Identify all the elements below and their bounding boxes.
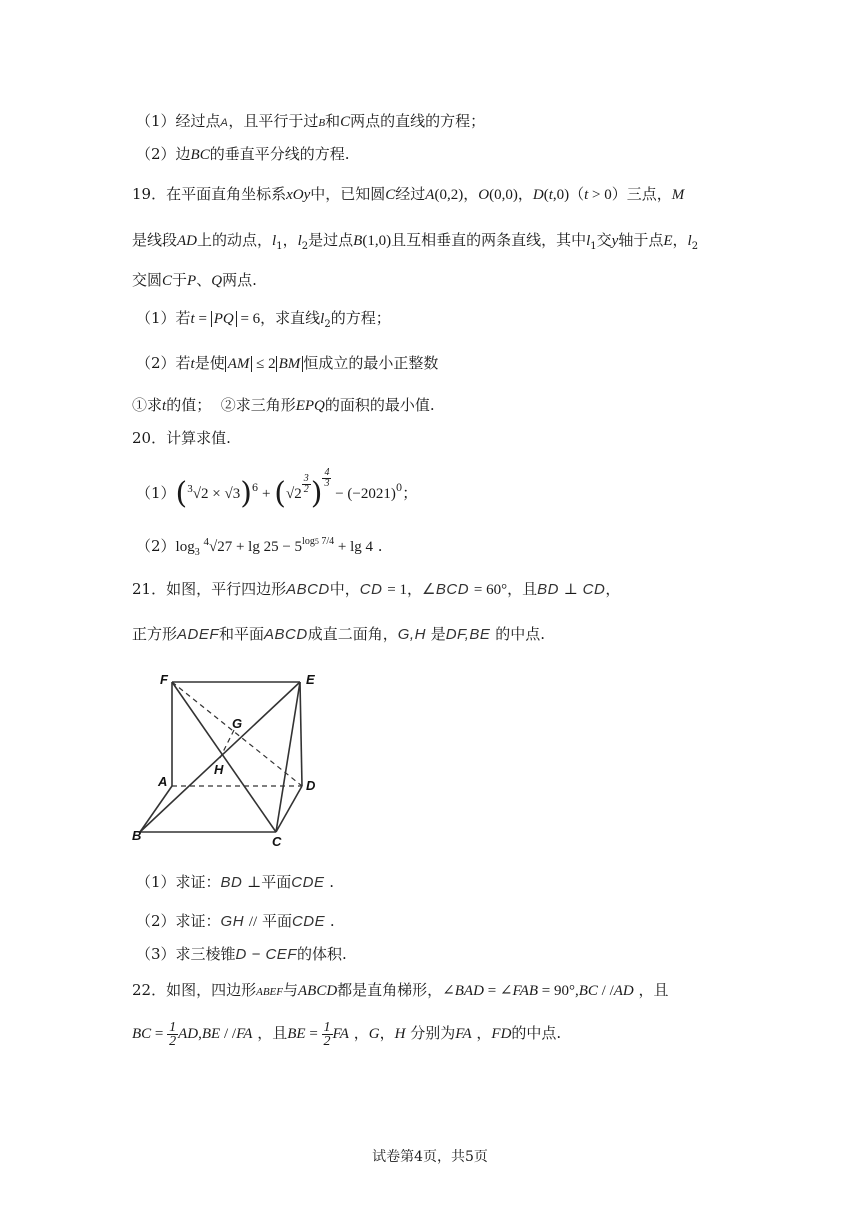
q19-sub2b: ①求t的值； ②求三角形EPQ的面积的最小值. <box>132 396 435 414</box>
q18-sub1: （1）经过点A，且平行于过B和C两点的直线的方程； <box>136 112 486 130</box>
figure-label-b: B <box>132 828 142 843</box>
q21-sub3: （3）求三棱锥D − CEF的体积. <box>136 945 347 963</box>
q22-line1: 22．如图，四边形ABEF与ABCD都是直角梯形，∠BAD = ∠FAB = 90°,BC / /AD ，且 <box>132 981 669 999</box>
figure-label-g: G <box>232 716 243 731</box>
q20-sub2: $(2)\log_3$ $^4√27 + \lg 25 - 5^{log5 7/4} + \lg 4$ . <box>136 536 383 558</box>
q19-sub2: （2）若t是使 AM ≤ 2 BM 恒成立的最小正整数 <box>136 354 439 372</box>
q19-line3: 交圆C于P、Q两点. <box>132 271 257 289</box>
q19-line2: 是线段AD上的动点，$l_1$，$l_2$是过点B(1,0)且互相垂直的两条直线，其中$l_1$交y轴于点E，$l_2$ <box>132 231 699 252</box>
figure-label-f: F <box>160 672 168 687</box>
geometry-figure <box>128 662 328 852</box>
q20-sub1: $(1)(^3√2 \times √3)^6 + (√2$ $\frac{3}{2}$ ) $\frac{4}{3}$ − $(-2021)^0$； <box>136 466 418 511</box>
q21-sub2: （2）求证：GH // 平面CDE . <box>136 912 335 930</box>
q21-sub1: （1）求证：BD ⊥平面CDE . <box>136 873 335 891</box>
figure-label-a: A <box>158 774 168 789</box>
q19-sub1: （1）若t = PQ = 6，求直线$l_2$的方程； <box>136 309 391 330</box>
q22-line2: BC = $\frac{1}{2}$ AD,BE / /FA ，且BE = $\frac{1}{2}$ FA ，G，H 分别为FA ，FD的中点. <box>132 1019 562 1049</box>
q20-stem: 20．计算求值. <box>132 429 231 447</box>
figure-label-d: D <box>306 778 316 793</box>
q19-line1: 19．在平面直角坐标系xOy中，已知圆C经过A(0,2)，O(0,0)，D(t,0)（t > 0）三点，M <box>132 185 685 203</box>
q18-sub2: （2）边BC的垂直平分线的方程. <box>136 145 350 163</box>
figure-label-h: H <box>214 762 224 777</box>
page-footer: 试卷第4页，共5页 <box>372 1149 488 1165</box>
q21-line2: 正方形ADEF和平面ABCD成直二面角，G,H 是DF,BE 的中点. <box>132 625 545 643</box>
figure-label-e: E <box>306 672 315 687</box>
figure-label-c: C <box>272 834 282 849</box>
q21-line1: 21．如图，平行四边形ABCD中，CD = 1，∠BCD = 60°，且BD ⊥ CD， <box>132 580 621 598</box>
